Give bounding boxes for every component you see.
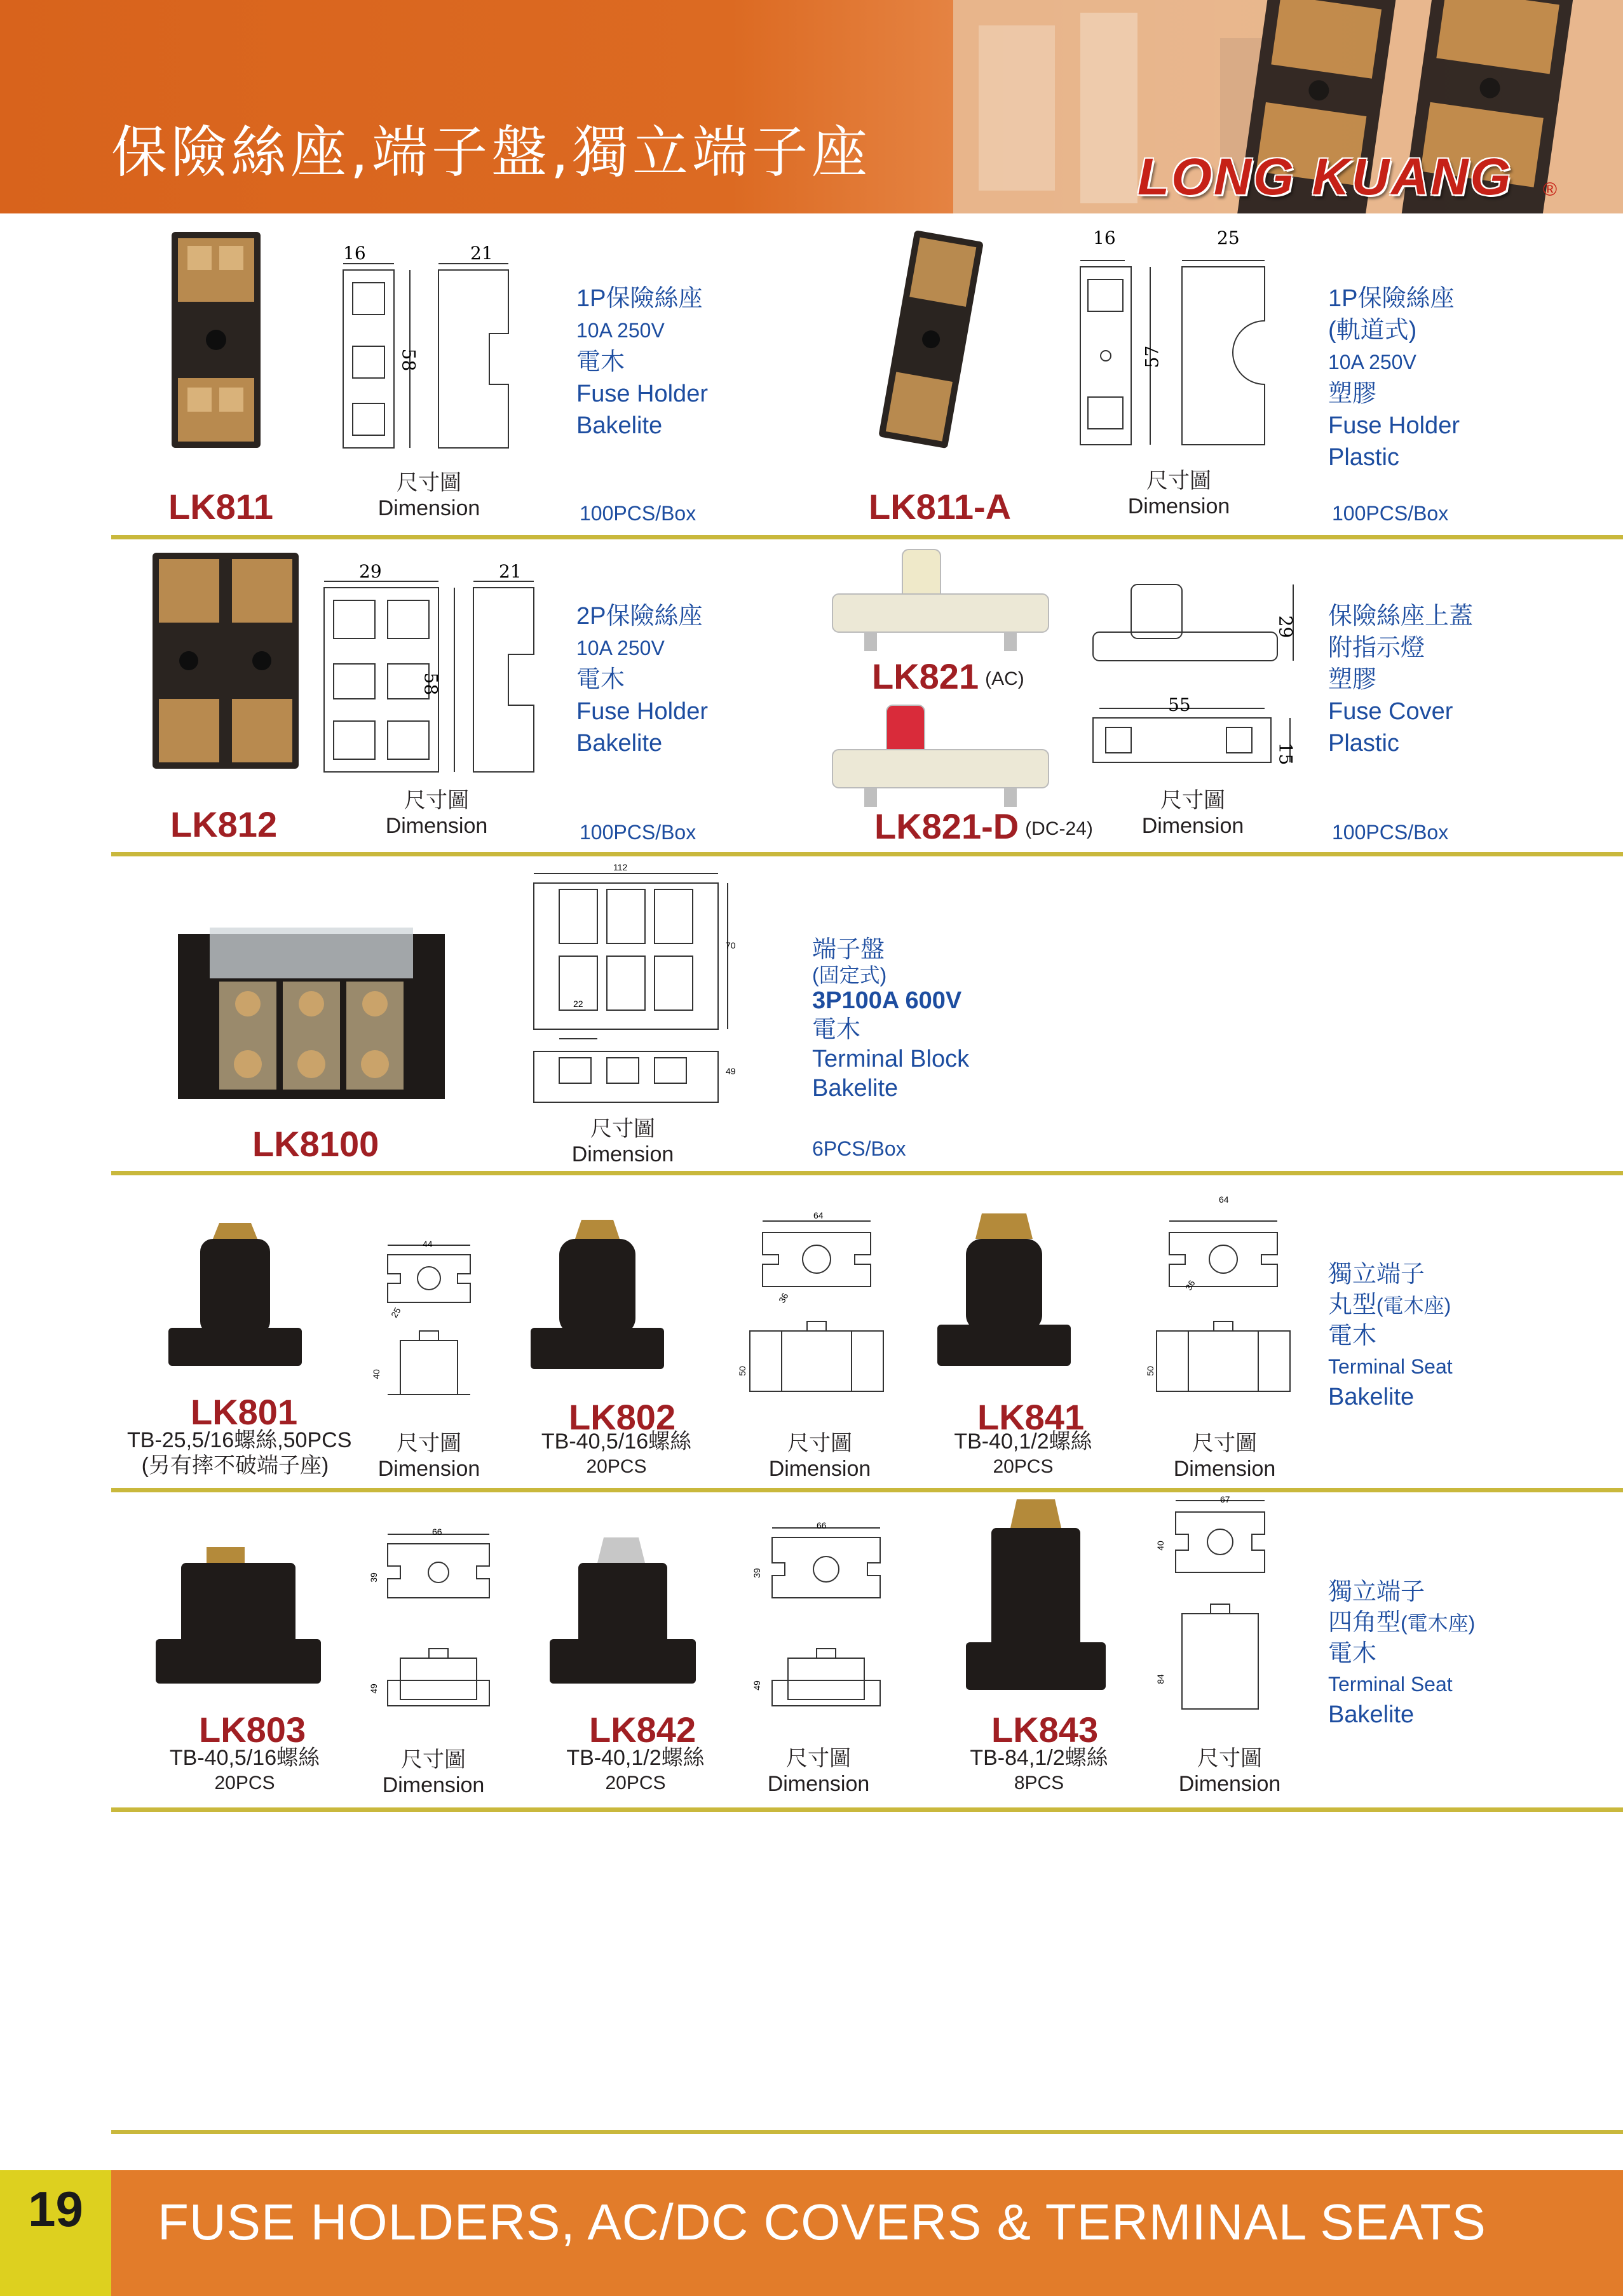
lk811-packaging: 100PCS/Box — [580, 502, 696, 525]
dimension-label-zh: 尺寸圖 — [1197, 1746, 1262, 1771]
desc-line: Bakelite — [812, 1075, 899, 1102]
lk8100-dim-height: 70 — [726, 940, 736, 950]
lk8100-packaging: 6PCS/Box — [812, 1137, 906, 1160]
lk803-code: LK803 — [199, 1710, 306, 1750]
desc-line: 電木 — [1328, 1323, 1377, 1349]
desc-line: 電木 — [812, 1016, 861, 1043]
lk801-dim-width: 44 — [423, 1239, 433, 1249]
desc-line: Terminal Seat — [1328, 1673, 1453, 1696]
round-seat-description — [1328, 1259, 1453, 1412]
page-title: 保險絲座,端子盤,獨立端子座 — [111, 119, 871, 185]
lk803-dim-width: 66 — [432, 1527, 442, 1537]
desc-line: 端子盤 — [812, 936, 885, 963]
page-number: 19 — [28, 2181, 83, 2237]
lk802-dim-diameter: 36 — [776, 1291, 791, 1305]
desc-line: Fuse Holder — [576, 698, 708, 725]
desc-line: 1P保險絲座 — [576, 285, 703, 312]
lk821-dimension-label — [1120, 788, 1266, 839]
square-seat-description — [1328, 1577, 1475, 1730]
row-separator — [111, 852, 1623, 856]
lk843-dim-width: 67 — [1220, 1494, 1230, 1504]
lk802-dim-height: 50 — [737, 1366, 747, 1376]
lk811a-dim-height: 57 — [1141, 345, 1163, 368]
dimension-label-en: Dimension — [377, 1457, 480, 1481]
lk801-photo — [162, 1220, 308, 1372]
lk812-photo — [143, 546, 308, 775]
lk811a-dim-depth: 25 — [1217, 227, 1240, 248]
desc-line: Plastic — [1328, 444, 1399, 471]
lk843-dim-height: 84 — [1155, 1674, 1165, 1684]
lk811a-photo — [871, 229, 998, 451]
lk803-spec: TB-40,5/16螺絲 — [169, 1746, 320, 1770]
lk841-qty: 20PCS — [993, 1456, 1054, 1477]
lk811-photo — [159, 226, 273, 454]
dimension-label-zh: 尺寸圖 — [1146, 469, 1211, 493]
lk811-code: LK811 — [168, 487, 273, 527]
lk8100-description — [812, 935, 969, 1103]
registered-mark: ® — [1543, 179, 1558, 200]
desc-line: Bakelite — [576, 730, 663, 757]
dimension-label-zh: 尺寸圖 — [404, 788, 469, 813]
lk801-code: LK801 — [191, 1392, 298, 1432]
desc-line: 1P保險絲座 — [1328, 285, 1455, 312]
desc-line: Bakelite — [576, 412, 663, 439]
lk802-dimension-label — [747, 1431, 893, 1482]
lk8100-dimension-label — [550, 1116, 696, 1167]
lk802-photo — [521, 1217, 674, 1382]
lk801-note: (另有摔不破端子座) — [141, 1454, 329, 1478]
lk821-dim-depth: 15 — [1275, 742, 1296, 766]
lk842-dim-depth: 39 — [751, 1568, 762, 1578]
dimension-label-en: Dimension — [1173, 1457, 1276, 1481]
desc-line: Fuse Cover — [1328, 698, 1453, 725]
lk842-dim-height: 49 — [751, 1680, 762, 1691]
lk8100-photo — [172, 921, 451, 1105]
desc-line: 3P100A 600V — [812, 987, 962, 1014]
lk812-packaging: 100PCS/Box — [580, 821, 696, 844]
lk812-description — [576, 600, 708, 759]
desc-line: (電木座) — [1376, 1294, 1451, 1317]
dimension-label-zh: 尺寸圖 — [1192, 1431, 1257, 1455]
lk811a-code: LK811-A — [869, 487, 1012, 527]
lk841-dim-height: 50 — [1144, 1366, 1155, 1376]
dimension-label-zh: 尺寸圖 — [401, 1748, 466, 1772]
lk812-dim-height: 58 — [420, 672, 442, 696]
desc-line: Fuse Holder — [1328, 412, 1460, 439]
lk821d-suffix: (DC-24) — [1025, 818, 1093, 840]
lk842-qty: 20PCS — [605, 1773, 666, 1793]
lk801-dim-diameter: 25 — [388, 1306, 403, 1320]
lk811-dim-height: 58 — [398, 348, 419, 372]
lk821d-photo — [826, 702, 1055, 816]
row-separator — [111, 535, 1623, 539]
brand-logo: LONG KUANG — [1137, 148, 1513, 206]
lk841-dimension-label — [1151, 1431, 1298, 1482]
lk821-suffix: (AC) — [985, 668, 1024, 690]
lk842-spec: TB-40,1/2螺絲 — [566, 1746, 705, 1770]
lk811a-dimension-label — [1106, 468, 1252, 519]
dimension-label-en: Dimension — [768, 1457, 871, 1481]
dimension-label-en: Dimension — [377, 496, 480, 520]
lk801-spec: TB-25,5/16螺絲,50PCS — [127, 1428, 352, 1452]
dimension-label-en: Dimension — [571, 1142, 674, 1166]
lk812-dim-width: 29 — [359, 561, 382, 582]
lk821-dim-height: 29 — [1275, 615, 1296, 638]
desc-line: 塑膠 — [1328, 666, 1377, 693]
lk811-dimension-label — [356, 470, 502, 521]
row-separator — [111, 1171, 1623, 1175]
desc-line: 塑膠 — [1328, 381, 1377, 407]
lk821-code — [872, 656, 1024, 697]
lk821-dim-width: 55 — [1168, 694, 1191, 715]
row-separator — [111, 1488, 1623, 1492]
desc-line: 附指示燈 — [1328, 635, 1425, 661]
lk811-dim-depth: 21 — [470, 243, 493, 264]
lk821-packaging: 100PCS/Box — [1332, 821, 1449, 844]
lk802-dim-width: 64 — [813, 1210, 824, 1220]
lk811a-packaging: 100PCS/Box — [1332, 502, 1449, 525]
lk8100-code: LK8100 — [252, 1124, 379, 1164]
lk842-code: LK842 — [589, 1710, 696, 1750]
desc-line: 10A 250V — [576, 319, 665, 342]
lk841-spec: TB-40,1/2螺絲 — [954, 1429, 1092, 1454]
lk803-qty: 20PCS — [214, 1773, 275, 1793]
desc-line: Fuse Holder — [576, 381, 708, 407]
lk843-dimension-label — [1157, 1746, 1303, 1797]
desc-line: (電木座) — [1401, 1612, 1476, 1635]
lk802-dimension-drawing — [744, 1213, 890, 1404]
lk811a-dimension-drawing — [1074, 245, 1271, 454]
lk811-dimension-drawing — [337, 245, 527, 461]
lk812-dim-depth: 21 — [499, 561, 522, 582]
lk803-dimension-drawing — [375, 1528, 502, 1719]
dimension-label-zh: 尺寸圖 — [397, 471, 461, 495]
lk803-dim-height: 49 — [368, 1684, 379, 1694]
desc-line: 丸型 — [1328, 1292, 1377, 1318]
lk843-dimension-drawing — [1163, 1493, 1277, 1722]
dimension-label-en: Dimension — [767, 1772, 870, 1796]
lk8100-dim-width: 112 — [613, 862, 628, 872]
desc-line: 獨立端子 — [1328, 1579, 1425, 1605]
desc-line: 10A 250V — [1328, 351, 1416, 374]
lk843-code: LK843 — [991, 1710, 1099, 1750]
desc-line: Terminal Seat — [1328, 1355, 1453, 1378]
lk842-dim-width: 66 — [817, 1520, 827, 1530]
lk841-code: LK841 — [977, 1397, 1085, 1437]
footer-divider — [111, 2130, 1623, 2134]
lk843-dim-depth: 40 — [1155, 1541, 1165, 1551]
dimension-label-en: Dimension — [1127, 494, 1230, 518]
dimension-label-zh: 尺寸圖 — [397, 1431, 461, 1455]
dimension-label-en: Dimension — [385, 814, 488, 838]
desc-line: 2P保險絲座 — [576, 603, 703, 630]
lk811a-dim-width: 16 — [1093, 227, 1116, 248]
desc-line: (軌道式) — [1328, 317, 1417, 344]
dimension-label-en: Dimension — [1141, 814, 1244, 838]
lk843-qty: 8PCS — [1014, 1773, 1064, 1793]
lk8100-dim-depth: 49 — [726, 1066, 736, 1076]
lk821d-code — [874, 806, 1093, 847]
lk811-dim-width: 16 — [343, 243, 366, 264]
desc-line: (固定式) — [812, 964, 887, 987]
lk812-dimension-drawing — [318, 562, 540, 781]
desc-line: 電木 — [576, 666, 625, 693]
dimension-label-zh: 尺寸圖 — [787, 1431, 852, 1455]
desc-line: 保險絲座上蓋 — [1328, 603, 1474, 630]
lk812-dimension-label — [363, 788, 510, 839]
dimension-label-zh: 尺寸圖 — [590, 1117, 655, 1141]
lk8100-dimension-drawing — [521, 861, 737, 1121]
desc-line: Plastic — [1328, 730, 1399, 757]
lk811-description — [576, 283, 708, 442]
desc-line: 四角型 — [1328, 1609, 1401, 1636]
lk821-code-text: LK821 — [872, 656, 979, 696]
footer-title: FUSE HOLDERS, AC/DC COVERS & TERMINAL SEATS — [158, 2194, 1486, 2250]
lk841-dim-diameter: 36 — [1183, 1278, 1197, 1292]
desc-line: 10A 250V — [576, 637, 665, 659]
row-separator — [111, 1807, 1623, 1812]
page-header — [0, 0, 1623, 213]
lk841-photo — [928, 1210, 1080, 1382]
lk841-dimension-drawing — [1150, 1213, 1296, 1404]
lk802-qty: 20PCS — [586, 1456, 647, 1477]
lk843-photo — [960, 1496, 1112, 1699]
dimension-label-en: Dimension — [382, 1773, 485, 1797]
lk843-spec: TB-84,1/2螺絲 — [970, 1746, 1108, 1770]
lk802-code: LK802 — [569, 1397, 676, 1437]
lk812-code: LK812 — [170, 804, 278, 844]
dimension-label-en: Dimension — [1178, 1772, 1281, 1796]
lk811a-description — [1328, 283, 1460, 473]
lk801-dim-height: 40 — [370, 1369, 381, 1379]
desc-line: Terminal Block — [812, 1046, 970, 1072]
lk841-dim-width: 64 — [1219, 1194, 1229, 1205]
desc-line: Bakelite — [1328, 1701, 1415, 1728]
lk821d-code-text: LK821-D — [874, 806, 1019, 846]
dimension-label-zh: 尺寸圖 — [786, 1746, 851, 1771]
desc-line: 電木 — [576, 349, 625, 375]
desc-line: 電木 — [1328, 1640, 1377, 1667]
lk821-description — [1328, 600, 1473, 759]
lk8100-dim-pitch: 22 — [573, 999, 583, 1009]
desc-line: Bakelite — [1328, 1384, 1415, 1410]
lk803-dimension-label — [360, 1747, 506, 1798]
lk842-dimension-drawing — [759, 1522, 893, 1719]
lk842-photo — [543, 1534, 702, 1693]
lk821-photo — [826, 546, 1055, 658]
lk803-photo — [153, 1537, 324, 1690]
lk801-dimension-drawing — [375, 1239, 483, 1404]
lk801-dimension-label — [356, 1431, 502, 1482]
desc-line: 獨立端子 — [1328, 1261, 1425, 1288]
lk803-dim-depth: 39 — [368, 1572, 379, 1583]
dimension-label-zh: 尺寸圖 — [1160, 788, 1225, 813]
lk842-dimension-label — [745, 1746, 892, 1797]
lk802-spec: TB-40,5/16螺絲 — [541, 1429, 692, 1454]
